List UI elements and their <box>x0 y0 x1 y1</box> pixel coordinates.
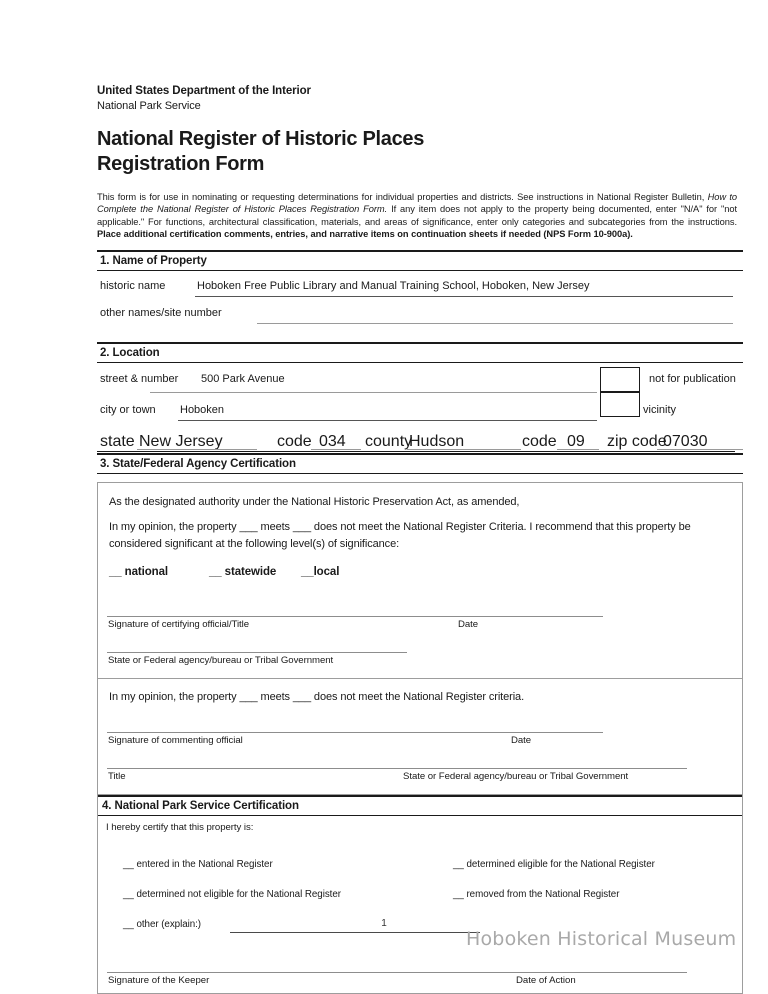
historic-name-label: historic name <box>100 279 166 292</box>
state-value[interactable]: New Jersey <box>139 432 223 450</box>
certifying-official-block <box>98 578 742 646</box>
state-code-label: code <box>277 432 312 450</box>
county-code-value[interactable]: 09 <box>567 432 585 450</box>
certification-statement-area <box>98 483 742 578</box>
commenting-title-label: Title <box>108 770 126 782</box>
certifying-date-label: Date <box>458 618 479 630</box>
instructions-emphasis: Place additional certification comments, entries, and narrative items on continuation sheets if needed (NPS Form 10-900a). <box>97 229 633 240</box>
keeper-signature-label: Signature of the Keeper <box>108 974 210 986</box>
page-content <box>97 84 743 994</box>
city-town-label: city or town <box>100 403 156 416</box>
vicinity-label: vicinity <box>643 403 677 416</box>
option-other-input-rule[interactable] <box>230 932 480 933</box>
certifying-signature-rule[interactable] <box>107 616 603 617</box>
hereby-certify-text: I hereby certify that this property is: <box>106 821 254 833</box>
state-federal-certification-box <box>97 482 743 795</box>
other-names-label: other names/site number <box>100 306 222 319</box>
state-label: state <box>100 432 135 450</box>
page-number: 1 <box>381 918 387 929</box>
commenting-signature-block <box>98 706 742 762</box>
county-label: county <box>365 432 413 450</box>
commenting-title-rule[interactable] <box>107 768 687 769</box>
commenting-official-area <box>98 679 742 794</box>
keeper-signature-rule[interactable] <box>107 972 687 973</box>
zip-code-value[interactable]: 07030 <box>663 432 708 450</box>
section-1-heading: 1. Name of Property <box>97 250 743 271</box>
certifying-agency-block <box>98 646 742 678</box>
instructions-paragraph <box>97 191 737 241</box>
option-removed-from-register[interactable]: __ removed from the National Register <box>453 888 620 900</box>
zip-code-rule <box>657 449 743 450</box>
zip-code-label: zip code <box>607 432 667 450</box>
instructions-part2: If any item does not apply to the property being documented, enter "N/A" for "not applicable." For functions, architectural classification, materials, and areas of significance, enter only categories and subcategories from the instructions. <box>97 204 737 227</box>
certifying-official-label: Signature of certifying official/Title <box>108 618 250 630</box>
museum-watermark: Hoboken Historical Museum <box>466 928 737 950</box>
state-code-rule <box>311 449 361 450</box>
street-number-value[interactable]: 500 Park Avenue <box>201 372 285 385</box>
bureau-name: National Park Service <box>97 100 201 112</box>
county-value[interactable]: Hudson <box>409 432 465 450</box>
level-national-option[interactable]: __ national <box>109 565 168 578</box>
designated-authority-text: As the designated authority under the National Historic Preservation Act, as amended, <box>109 495 520 508</box>
commenting-opinion-text: In my opinion, the property ___ meets ___ does not meet the National Register criteria. <box>109 690 525 703</box>
commenting-official-label: Signature of commenting official <box>108 734 243 746</box>
commenting-title-block <box>98 762 742 794</box>
form-title <box>97 127 743 177</box>
opinion-statement-text: In my opinion, the property ___ meets ___ does not meet the National Register Criteria. I recommend that this property be considered significant at the following level(s) of significance: <box>109 520 691 550</box>
instructions-part1: This form is for use in nominating or requesting determinations for individual properties and districts. See instructions in National Register Bulletin, <box>97 192 708 202</box>
historic-name-rule <box>195 296 733 297</box>
not-for-publication-checkbox[interactable] <box>600 367 640 392</box>
level-statewide-option[interactable]: __ statewide <box>209 565 277 578</box>
section-2-heading: 2. Location <box>97 342 743 363</box>
option-determined-not-eligible[interactable]: __ determined not eligible for the National Register <box>123 888 341 900</box>
state-rule <box>137 449 257 450</box>
date-of-action-label: Date of Action <box>516 974 576 986</box>
section-3-heading: 3. State/Federal Agency Certification <box>97 453 743 474</box>
certifying-agency-label: State or Federal agency/bureau or Tribal Government <box>108 654 334 666</box>
keeper-signature-block <box>98 943 742 993</box>
commenting-agency-label: State or Federal agency/bureau or Tribal Government <box>403 770 629 782</box>
level-local-option[interactable]: __local <box>301 565 340 578</box>
section-1-body <box>97 271 743 333</box>
section-2-body <box>97 363 743 453</box>
state-code-value[interactable]: 034 <box>319 432 346 450</box>
city-town-rule <box>178 420 597 421</box>
certifying-agency-rule[interactable] <box>107 652 407 653</box>
option-determined-eligible[interactable]: __ determined eligible for the National Register <box>453 858 655 870</box>
option-other-explain[interactable]: __ other (explain:) <box>123 918 202 930</box>
section-4-heading: 4. National Park Service Certification <box>98 795 742 816</box>
form-title-line1: National Register of Historic Places <box>97 128 425 150</box>
nps-certification-box <box>97 795 743 994</box>
county-code-label: code <box>522 432 557 450</box>
state-county-row <box>97 433 743 451</box>
section-2-bottom-rule <box>97 451 735 452</box>
county-code-rule <box>557 449 599 450</box>
other-names-rule[interactable] <box>257 323 733 324</box>
form-title-line2: Registration Form <box>97 153 265 175</box>
option-entered-in-register[interactable]: __ entered in the National Register <box>123 858 273 870</box>
commenting-date-label: Date <box>511 734 532 746</box>
vicinity-checkbox[interactable] <box>600 392 640 417</box>
instructions-bulletin-title: How to Complete the National Register of Historic Places Registration Form. <box>97 192 737 215</box>
commenting-signature-rule[interactable] <box>107 732 603 733</box>
city-town-value[interactable]: Hoboken <box>180 403 225 416</box>
not-for-publication-label: not for publication <box>649 372 736 385</box>
agency-name: United States Department of the Interior <box>97 85 311 97</box>
county-rule <box>407 449 521 450</box>
street-number-label: street & number <box>100 372 179 385</box>
street-number-rule <box>150 392 597 393</box>
significance-levels <box>109 566 742 578</box>
historic-name-value[interactable]: Hoboken Free Public Library and Manual Training School, Hoboken, New Jersey <box>197 279 590 292</box>
